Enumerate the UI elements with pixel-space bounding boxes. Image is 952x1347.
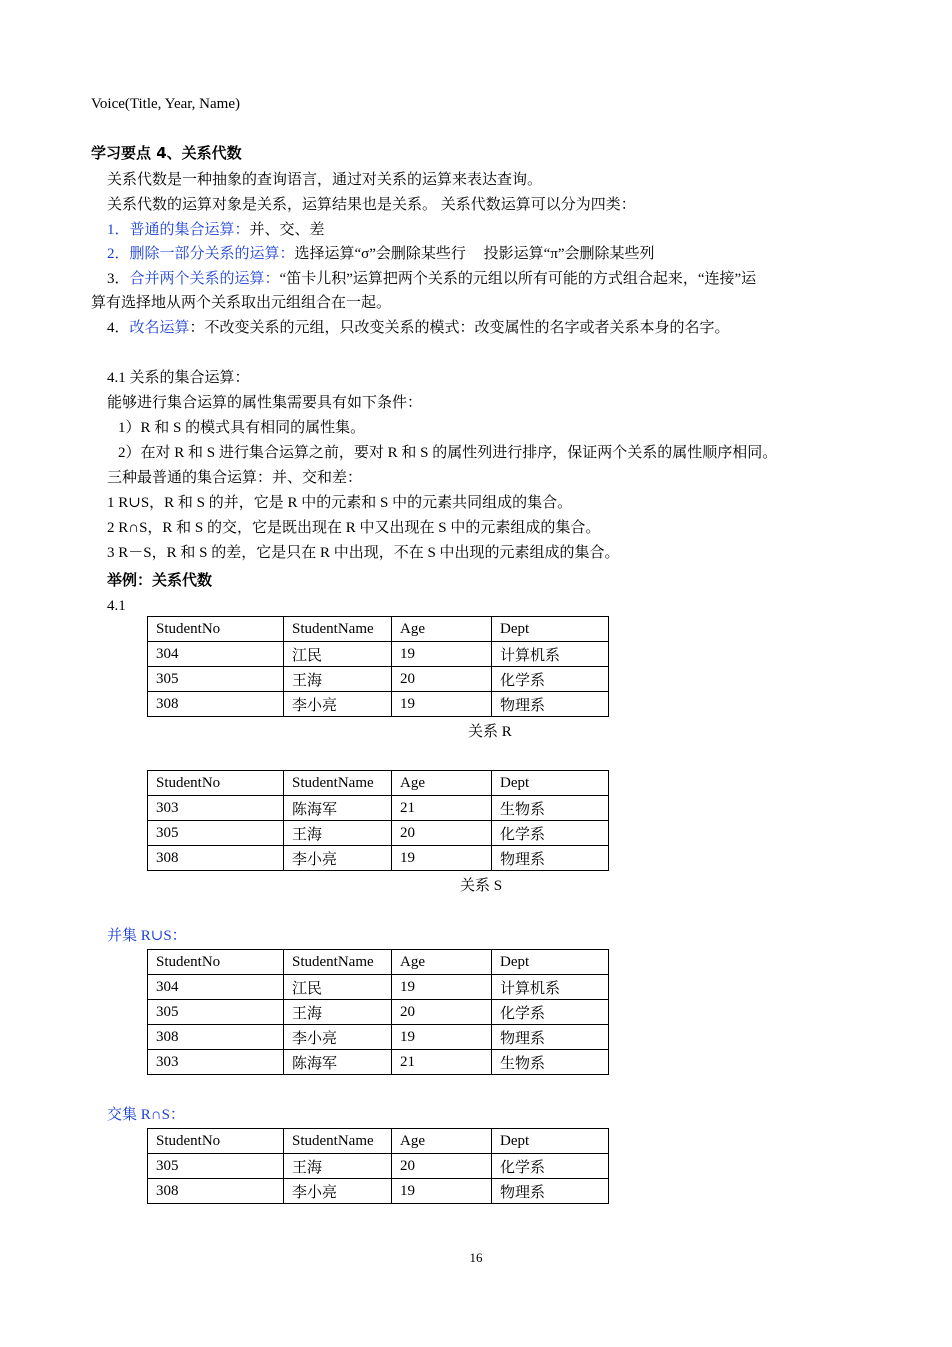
three-operations-intro: 三种最普通的集合运算：并、交和差： bbox=[107, 470, 363, 486]
table-cell: 305 bbox=[148, 1000, 284, 1025]
column-header: StudentNo bbox=[148, 1129, 284, 1154]
column-header: StudentNo bbox=[148, 617, 284, 642]
column-header: Dept bbox=[492, 617, 609, 642]
table-cell: 化学系 bbox=[492, 667, 609, 692]
column-header: StudentName bbox=[284, 1129, 392, 1154]
category-item-1-text: 并、交、差 bbox=[249, 222, 325, 238]
table-cell: 化学系 bbox=[492, 821, 609, 846]
table-cell: 江民 bbox=[284, 642, 392, 667]
conditions-intro: 能够进行集合运算的属性集需要具有如下条件： bbox=[107, 395, 423, 411]
intersection-label: 交集 R∩S： bbox=[107, 1107, 185, 1123]
table-cell: 308 bbox=[148, 1179, 284, 1204]
table-cell: 20 bbox=[392, 1154, 492, 1179]
column-header: Age bbox=[392, 1129, 492, 1154]
column-header: StudentNo bbox=[148, 950, 284, 975]
category-item-4-text: ：不改变关系的元组，只改变关系的模式：改变属性的名字或者关系本身的名字。 bbox=[189, 320, 730, 336]
section-title: 学习要点 4、关系代数 bbox=[91, 144, 242, 162]
category-item-3-number: 3． bbox=[107, 271, 130, 287]
relation-r-table bbox=[147, 616, 609, 717]
table-cell: 李小亮 bbox=[284, 846, 392, 871]
intersection-table bbox=[147, 1128, 609, 1204]
union-table bbox=[147, 949, 609, 1075]
table-cell: 王海 bbox=[284, 1000, 392, 1025]
schema-line: Voice(Title, Year, Name) bbox=[91, 96, 240, 112]
table-cell: 19 bbox=[392, 975, 492, 1000]
operation-difference: 3 R－S，R 和 S 的差，它是只在 R 中出现，不在 S 中出现的元素组成的集合。 bbox=[107, 545, 620, 561]
table-cell: 19 bbox=[392, 846, 492, 871]
example-title: 举例：关系代数 bbox=[107, 571, 213, 589]
table-row bbox=[148, 975, 609, 1000]
category-item-2-text: 选择运算“σ”会删除某些行 投影运算“π”会删除某些列 bbox=[294, 246, 655, 262]
table-cell: 陈海军 bbox=[284, 796, 392, 821]
table-cell: 李小亮 bbox=[284, 1025, 392, 1050]
example-number: 4.1 bbox=[107, 598, 126, 614]
table-cell: 305 bbox=[148, 667, 284, 692]
table-cell: 李小亮 bbox=[284, 692, 392, 717]
table-cell: 王海 bbox=[284, 821, 392, 846]
table-cell: 303 bbox=[148, 1050, 284, 1075]
category-item-2-label: 2．删除一部分关系的运算： bbox=[107, 246, 295, 262]
table-row bbox=[148, 796, 609, 821]
table-cell: 20 bbox=[392, 821, 492, 846]
table-row bbox=[148, 1179, 609, 1204]
column-header: Age bbox=[392, 950, 492, 975]
table-header-row bbox=[148, 950, 609, 975]
table-row bbox=[148, 846, 609, 871]
column-header: StudentName bbox=[284, 617, 392, 642]
category-item-3 bbox=[107, 269, 756, 289]
table-row bbox=[148, 667, 609, 692]
column-header: StudentNo bbox=[148, 771, 284, 796]
table-cell: 19 bbox=[392, 642, 492, 667]
table-cell: 生物系 bbox=[492, 796, 609, 821]
table-row bbox=[148, 1000, 609, 1025]
table-row bbox=[148, 1025, 609, 1050]
relation-r-caption: 关系 R bbox=[468, 724, 512, 740]
category-item-3-continued: 算有选择地从两个关系取出元组组合在一起。 bbox=[91, 295, 392, 311]
table-cell: 19 bbox=[392, 1179, 492, 1204]
table-cell: 19 bbox=[392, 692, 492, 717]
category-item-4-number: 4． bbox=[107, 320, 130, 336]
table-cell: 308 bbox=[148, 846, 284, 871]
column-header: StudentName bbox=[284, 771, 392, 796]
table-cell: 计算机系 bbox=[492, 642, 609, 667]
table-cell: 304 bbox=[148, 975, 284, 1000]
table-cell: 物理系 bbox=[492, 1025, 609, 1050]
table-cell: 21 bbox=[392, 796, 492, 821]
table-header-row bbox=[148, 1129, 609, 1154]
relation-s-table bbox=[147, 770, 609, 871]
page-number: 16 bbox=[469, 1250, 483, 1265]
table-header-row bbox=[148, 771, 609, 796]
table-cell: 生物系 bbox=[492, 1050, 609, 1075]
category-item-4-label: 改名运算 bbox=[129, 320, 190, 336]
table-cell: 20 bbox=[392, 1000, 492, 1025]
table-cell: 20 bbox=[392, 667, 492, 692]
table-cell: 304 bbox=[148, 642, 284, 667]
subsection-heading: 4.1 关系的集合运算： bbox=[107, 370, 250, 386]
table-cell: 19 bbox=[392, 1025, 492, 1050]
intro-paragraph-2: 关系代数的运算对象是关系，运算结果也是关系。 关系代数运算可以分为四类： bbox=[107, 197, 636, 213]
relation-s-caption: 关系 S bbox=[460, 878, 503, 894]
table-cell: 李小亮 bbox=[284, 1179, 392, 1204]
intro-paragraph-1: 关系代数是一种抽象的查询语言，通过对关系的运算来表达查询。 bbox=[107, 172, 543, 188]
table-cell: 21 bbox=[392, 1050, 492, 1075]
category-item-1-label: 1．普通的集合运算： bbox=[107, 222, 250, 238]
table-row bbox=[148, 642, 609, 667]
table-cell: 305 bbox=[148, 821, 284, 846]
union-label: 并集 R∪S： bbox=[107, 928, 187, 944]
category-item-4 bbox=[107, 318, 730, 338]
table-cell: 物理系 bbox=[492, 1179, 609, 1204]
column-header: Dept bbox=[492, 1129, 609, 1154]
table-cell: 308 bbox=[148, 692, 284, 717]
table-cell: 化学系 bbox=[492, 1154, 609, 1179]
table-header-row bbox=[148, 617, 609, 642]
category-item-1 bbox=[107, 220, 325, 240]
condition-2: 2）在对 R 和 S 进行集合运算之前，要对 R 和 S 的属性列进行排序，保证两个关系的属性顺序相同。 bbox=[118, 445, 778, 461]
table-row bbox=[148, 692, 609, 717]
table-cell: 303 bbox=[148, 796, 284, 821]
condition-1: 1）R 和 S 的模式具有相同的属性集。 bbox=[118, 420, 366, 436]
column-header: Dept bbox=[492, 950, 609, 975]
table-cell: 物理系 bbox=[492, 846, 609, 871]
table-cell: 物理系 bbox=[492, 692, 609, 717]
table-cell: 江民 bbox=[284, 975, 392, 1000]
column-header: Age bbox=[392, 617, 492, 642]
table-cell: 305 bbox=[148, 1154, 284, 1179]
category-item-2 bbox=[107, 244, 655, 264]
table-cell: 化学系 bbox=[492, 1000, 609, 1025]
operation-union: 1 R∪S，R 和 S 的并，它是 R 中的元素和 S 中的元素共同组成的集合。 bbox=[107, 495, 573, 511]
category-item-3-text: “笛卡儿积”运算把两个关系的元组以所有可能的方式组合起来，“连接”运 bbox=[279, 271, 757, 287]
table-row bbox=[148, 1154, 609, 1179]
table-row bbox=[148, 821, 609, 846]
table-row bbox=[148, 1050, 609, 1075]
table-cell: 王海 bbox=[284, 667, 392, 692]
column-header: Dept bbox=[492, 771, 609, 796]
column-header: Age bbox=[392, 771, 492, 796]
operation-intersection: 2 R∩S，R 和 S 的交，它是既出现在 R 中又出现在 S 中的元素组成的集合。 bbox=[107, 520, 601, 536]
table-cell: 王海 bbox=[284, 1154, 392, 1179]
column-header: StudentName bbox=[284, 950, 392, 975]
table-cell: 308 bbox=[148, 1025, 284, 1050]
table-cell: 陈海军 bbox=[284, 1050, 392, 1075]
table-cell: 计算机系 bbox=[492, 975, 609, 1000]
category-item-3-label: 合并两个关系的运算： bbox=[129, 271, 280, 287]
